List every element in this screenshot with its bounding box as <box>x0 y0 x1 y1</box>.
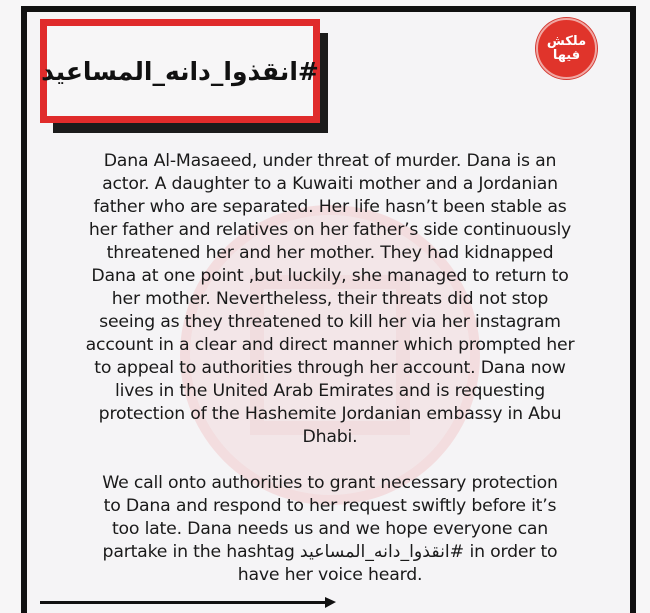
logo-line-2: فيها <box>552 47 581 63</box>
logo-line-1: ملكش <box>546 33 587 49</box>
hashtag-title: #انقذوا_دانه_المساعيد <box>41 56 319 86</box>
arrow-head <box>325 597 336 608</box>
text-line: threatened her and her mother. They had kidnapped <box>106 243 554 263</box>
text-line: actor. A daughter to a Kuwaiti mother and a Jordanian <box>102 174 558 194</box>
paragraph-1 <box>40 150 620 449</box>
text-line: to appeal to authorities through her account. Dana now <box>94 358 566 378</box>
post-body <box>40 150 620 610</box>
text-line: Dana at one point ,but luckily, she managed to return to <box>91 266 569 286</box>
hashtag-title-box <box>40 19 320 123</box>
hashtag-line <box>40 541 620 564</box>
text-line: Dana Al-Masaeed, under threat of murder. Dana is an <box>103 151 557 171</box>
text-line: her father and relatives on her father’s side continuously <box>88 220 572 240</box>
brand-logo <box>536 18 597 79</box>
hashtag-line-after: in order to <box>463 542 558 562</box>
text-line: father who are separated. Her life hasn’t been stable as <box>93 197 567 217</box>
text-line: protection of the Hashemite Jordanian embassy in Abu <box>98 404 562 424</box>
text-line: too late. Dana needs us and we hope everyone can <box>111 519 549 539</box>
text-line: have her voice heard. <box>237 565 423 585</box>
text-line: Dhabi. <box>302 427 358 447</box>
arrow-right-icon <box>40 597 336 607</box>
text-line: We call onto authorities to grant necessary protection <box>102 473 558 493</box>
text-line: to Dana and respond to her request swiftly before it’s <box>103 496 557 516</box>
arrow-shaft <box>40 601 326 604</box>
text-line: account in a clear and direct manner which prompted her <box>85 335 575 355</box>
logo-text <box>547 35 586 63</box>
text-line: lives in the United Arab Emirates and is requesting <box>115 381 545 401</box>
hashtag-line-before: partake in the hashtag <box>102 542 300 562</box>
text-line: her mother. Nevertheless, their threats did not stop <box>111 289 549 309</box>
inline-hashtag[interactable]: #انقذوا_دانه_المساعيد <box>299 542 464 562</box>
paragraph-2 <box>40 472 620 587</box>
text-line: seeing as they threatened to kill her via her instagram <box>99 312 561 332</box>
